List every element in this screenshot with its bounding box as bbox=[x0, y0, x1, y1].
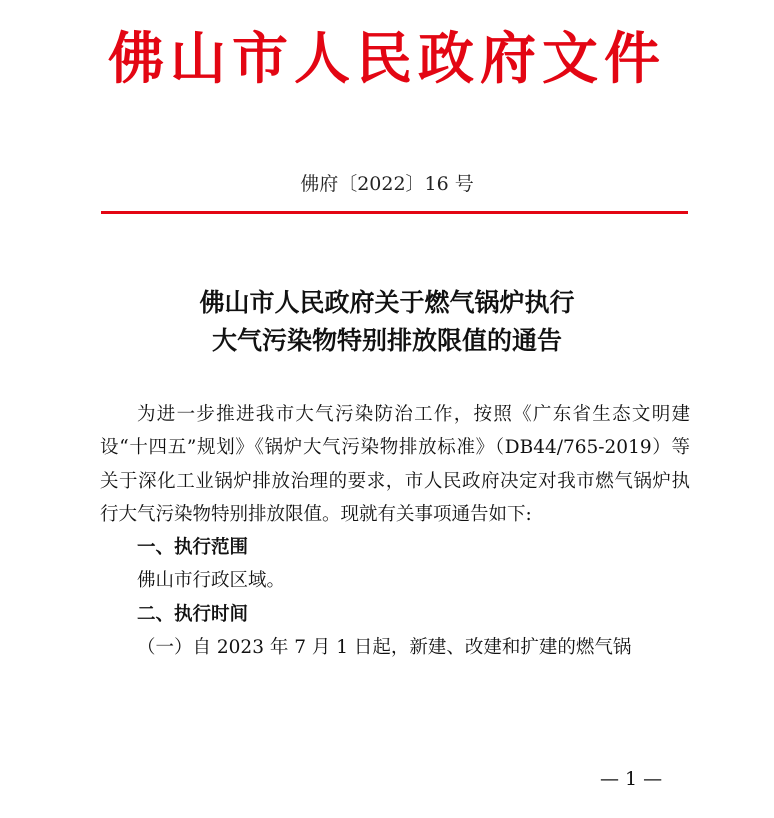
section-text-time: （一）自 2023 年 7 月 1 日起，新建、改建和扩建的燃气锅 bbox=[137, 637, 632, 659]
section-text-scope: 佛山市行政区域。 bbox=[137, 570, 286, 592]
intro-paragraph: 为进一步推进我市大气污染防治工作，按照《广东省生态文明建设“十四五”规划》《锅炉大气污染物排放标准》（DB44/765-2019）等关于深化工业锅炉排放治理的要求，市人民政府决定对我市燃气锅炉执行大气污染物特别排放限值。现就有关事项通告如下: bbox=[100, 404, 690, 525]
section-heading-time: 二、执行时间 bbox=[137, 603, 249, 625]
masthead-title: 佛山市人民政府文件 bbox=[108, 26, 666, 92]
body-text bbox=[100, 398, 690, 664]
document-number: 佛府〔2022〕16 号 bbox=[300, 173, 474, 195]
notice-title-line-1: 佛山市人民政府关于燃气锅炉执行 bbox=[199, 288, 575, 317]
section-heading-scope: 一、执行范围 bbox=[137, 537, 249, 559]
page-number: — 1 — bbox=[600, 768, 663, 790]
notice-title-line-2: 大气污染物特别排放限值的通告 bbox=[211, 326, 562, 355]
red-divider-rule bbox=[101, 211, 688, 214]
notice-title bbox=[80, 284, 694, 360]
